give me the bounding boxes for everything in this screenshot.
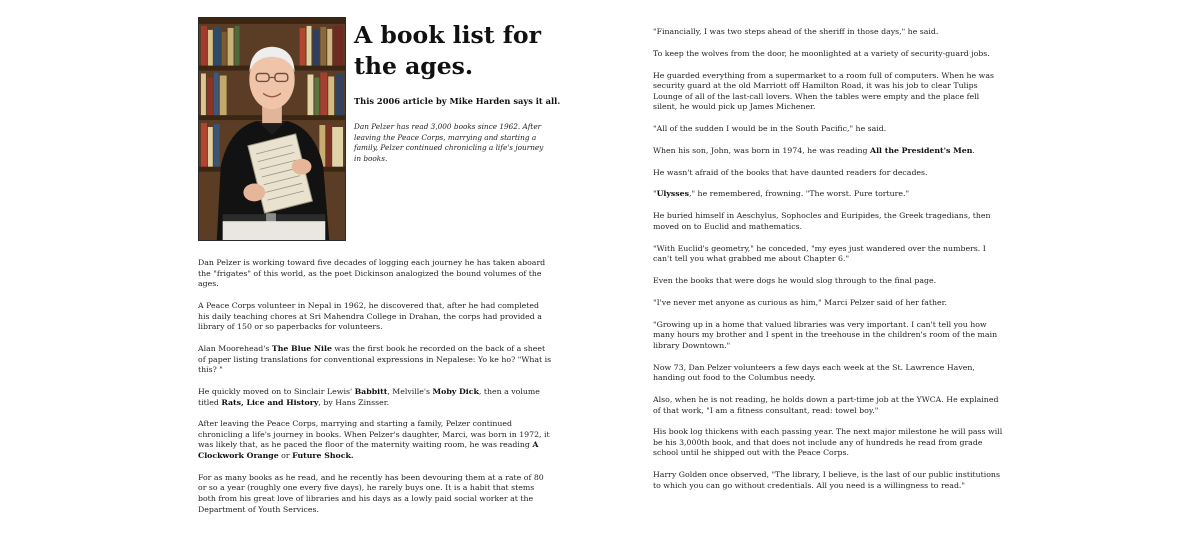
book-title: All the President's Men	[870, 145, 973, 155]
paragraph: "I've never met anyone as curious as him," Marci Pelzer said of her father.	[653, 297, 947, 307]
paragraph: Alan Moorehead's The Blue Nile was the first book he recorded on the back of a sheet of paper listing translations for conventional expressions in Nepalese: Yo ke ho? "What is this? "	[198, 343, 552, 375]
book-title: Babbitt	[354, 386, 388, 396]
paragraph: "Financially, I was two steps ahead of the sheriff in those days," he said.	[653, 27, 939, 36]
paragraph: His book log thickens with each passing year. The next major milestone he will pass will be his 3,000th book, and that does not include any of hundreds he read from grade school until he shipped out with the Peace Corps.	[653, 427, 1003, 458]
paragraph: When his son, John, was born in 1974, he was reading All the President's Men.	[653, 145, 975, 155]
left-column-body	[198, 258, 553, 526]
paragraph: He guarded everything from a supermarket to a room full of computers. When he was security guard at the old Marriott off Hamilton Road, it was his job to clear Tulips Lounge of all of the last-call lovers. When the tables were empty and the place fell silent, he would pick up James Michener.	[653, 70, 994, 112]
paragraph: "All of the sudden I would be in the South Pacific," he said.	[653, 124, 887, 134]
paragraph: For as many books as he read, and he recently has been devouring them at a rate of 80 or so a year (roughly one every five days), he rarely buys one. It is a habit that stems both from his great love of libraries and his days as a lowly paid social worker at the Department of Youth Services.	[198, 472, 544, 514]
paragraph: He quickly moved on to Sinclair Lewis' Babbitt, Melville's Moby Dick, then a volume titled Rats, Lice and History, by Hans Zinsser.	[198, 386, 540, 407]
book-title: A Clockwork Orange	[198, 440, 539, 461]
right-page	[653, 0, 1005, 554]
paragraph: Even the books that were dogs he would slog through to the final page.	[653, 276, 937, 285]
book-title: Future Shock.	[292, 451, 354, 461]
paragraph: A Peace Corps volunteer in Nepal in 1962, he discovered that, after he had completed his daily teaching chores at Sri Mahendra College in Drahan, the corps had provided a library of 150 or so paperbacks for volunteers.	[198, 300, 542, 332]
book-title: Moby Dick	[432, 386, 479, 396]
paragraph: He buried himself in Aeschylus, Sophocles and Euripides, the Greek tragedians, then moved on to Euclid and mathematics.	[653, 211, 991, 231]
paragraph: After leaving the Peace Corps, marrying and starting a family, Pelzer continued chronicling a life's journey in books. When Pelzer's daughter, Marci, was born in 1972, it was likely that, as he paced the floor of the maternity waiting room, he was reading A Clockwork Orange or Future Shock.	[198, 419, 550, 461]
paragraph: To keep the wolves from the door, he moonlighted at a variety of security-guard jobs.	[653, 48, 990, 58]
paragraph: Also, when he is not reading, he holds down a part-time job at the YWCA. He explained of that work, "I am a fitness consultant, read: towel boy."	[653, 394, 999, 415]
book-title: The Blue Nile	[271, 343, 332, 353]
paragraph: "Growing up in a home that valued libraries was very important. I can't tell you how many hours my brother and I spent in the treehouse in the children's room of the main library Downtown."	[653, 319, 998, 350]
article-byline: This 2006 article by Mike Harden says it all.	[354, 96, 561, 106]
book-title: Rats, Lice and History	[221, 397, 319, 407]
paragraph: He wasn't afraid of the books that have daunted readers for decades.	[653, 167, 928, 177]
paragraph: "With Euclid's geometry," he conceded, "my eyes just wandered over the numbers. I can't tell you what grabbed me about Chapter 6."	[653, 243, 986, 264]
paragraph: Dan Pelzer is working toward five decades of logging each journey he has taken aboard the "frigates" of this world, as the poet Dickinson analogized the bound volumes of the ages.	[198, 258, 546, 289]
right-column-body	[653, 27, 1005, 503]
paragraph: Now 73, Dan Pelzer volunteers a few days each week at the St. Lawrence Haven, handing out food to the Columbus needy.	[653, 362, 975, 383]
article-headline: A book list for the ages.	[354, 21, 541, 80]
paragraph: "Ulysses," he remembered, frowning. "The worst. Pure torture."	[653, 189, 910, 199]
portrait-photo	[198, 17, 346, 241]
left-page	[198, 0, 561, 554]
paragraph: Harry Golden once observed, "The library, I believe, is the last of our public institutions to which you can go without credentials. All you need is a willingness to read."	[653, 470, 1000, 490]
book-title: Ulysses	[656, 189, 690, 199]
article-dek: Dan Pelzer has read 3,000 books since 1962. After leaving the Peace Corps, marrying and starting a family, Pelzer continued chronicling a life's journey in books.	[354, 122, 544, 164]
portrait-illustration	[199, 18, 345, 240]
